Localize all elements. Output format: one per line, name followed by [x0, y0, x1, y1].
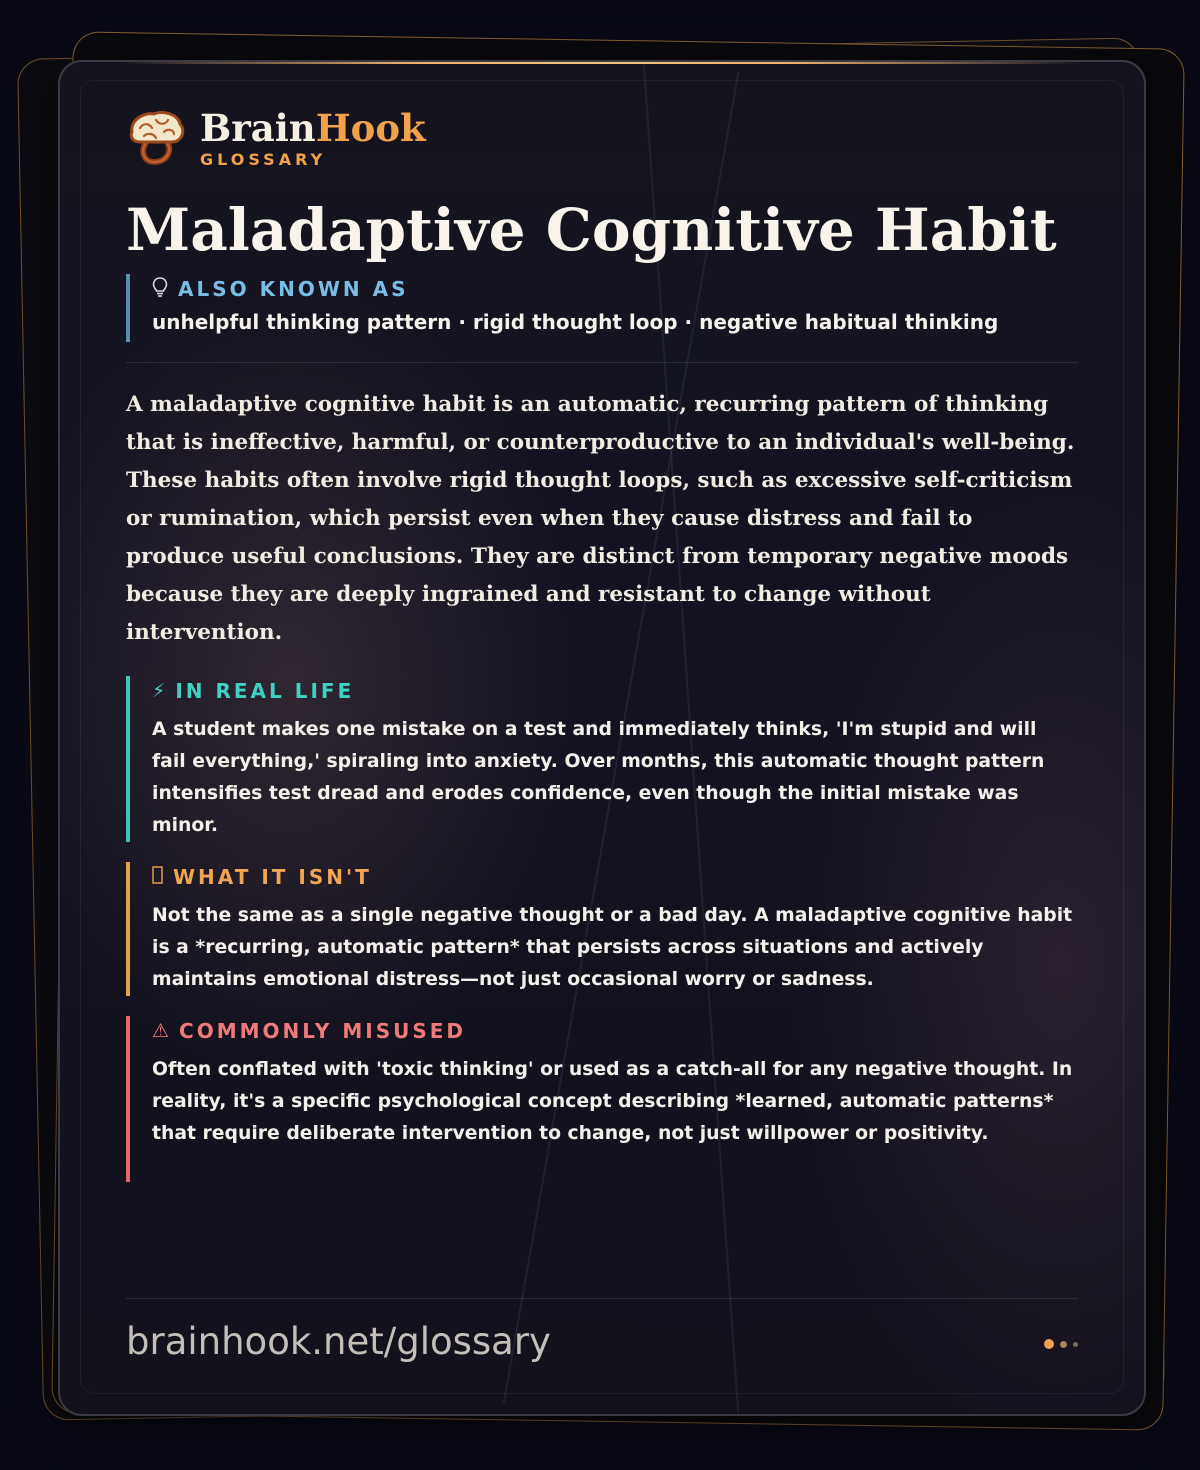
brand-name	[200, 105, 426, 150]
in-real-life-heading: IN REAL LIFE	[175, 679, 355, 703]
pagination-dot	[1073, 1342, 1078, 1347]
pagination-dot-active	[1044, 1339, 1054, 1349]
brain-hook-logo-icon	[126, 108, 186, 168]
pagination-dot	[1060, 1341, 1067, 1348]
in-real-life-section	[126, 676, 1076, 842]
footer-url: brainhook.net/glossary	[126, 1320, 551, 1363]
commonly-misused-heading: COMMONLY MISUSED	[179, 1019, 467, 1043]
what-it-isnt-body: Not the same as a single negative thought or a bad day. A maladaptive cognitive habit is a *recurring, automatic pattern* that persists across situations and actively maintains emotional distress—not just occasional worry or sadness.	[152, 905, 1073, 990]
definition-text: A maladaptive cognitive habit is an automatic, recurring pattern of thinking that is ineffective, harmful, or counterproductive to an individual's well-being. These habits often involve rigid thought loops, such as excessive self-criticism or rumination, which persist even when they cause distress and fail to produce useful conclusions. They are distinct from temporary negative moods because they are deeply ingrained and resistant to change without intervention.	[126, 392, 1075, 645]
also-known-as-values: unhelpful thinking pattern · rigid thought loop · negative habitual thinking	[152, 310, 999, 334]
missing-glyph-icon	[152, 866, 163, 889]
warning-icon: ⚠	[152, 1020, 170, 1042]
brand-header	[126, 105, 426, 169]
what-it-isnt-heading: WHAT IT ISN'T	[173, 865, 372, 889]
in-real-life-body: A student makes one mistake on a test and immediately thinks, 'I'm stupid and will fail everything,' spiraling into anxiety. Over months, this automatic thought pattern intensifies test dread and erodes confidence, even though the initial mistake was minor.	[152, 719, 1045, 836]
what-it-isnt-section	[126, 862, 1076, 996]
brand-subtitle: GLOSSARY	[200, 149, 327, 169]
also-known-as-heading: ALSO KNOWN AS	[178, 277, 409, 301]
term-title: Maladaptive Cognitive Habit	[126, 196, 1057, 264]
brand-name-hook: Hook	[315, 105, 426, 150]
pagination-dots	[1038, 1339, 1078, 1349]
commonly-misused-body: Often conflated with 'toxic thinking' or used as a catch-all for any negative thought. In reality, it's a specific psychological concept describing *learned, automatic patterns* that require deliberate intervention to change, not just willpower or positivity.	[152, 1059, 1073, 1144]
card-top-accent-line	[120, 62, 1084, 64]
lightning-icon: ⚡	[152, 680, 166, 702]
lightbulb-icon	[152, 276, 168, 303]
commonly-misused-section	[126, 1016, 1076, 1182]
brand-name-brain: Brain	[200, 105, 316, 150]
header-divider	[126, 362, 1078, 363]
also-known-as-section	[126, 274, 1066, 342]
glossary-card	[58, 60, 1146, 1416]
footer-divider	[126, 1298, 1078, 1299]
